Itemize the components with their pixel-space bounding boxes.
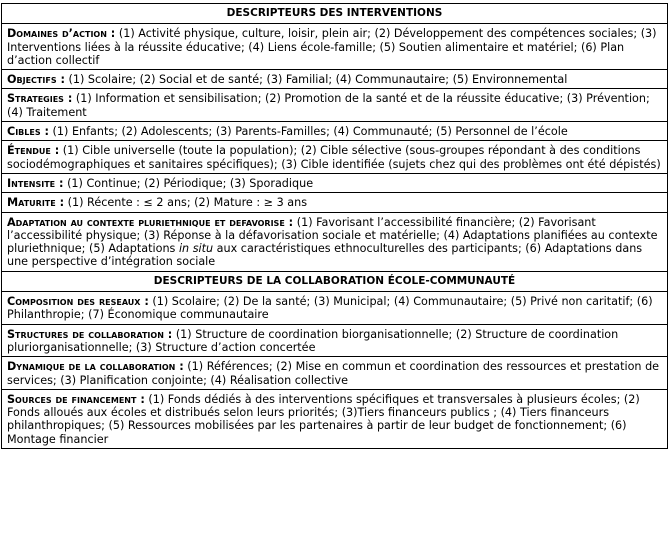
table-row	[2, 324, 668, 357]
row-text: (1) Structure de coordination biorganisationnelle; (2) Structure de coordination pluriorganisationnelle; (3) Structure d’action concertée	[7, 327, 619, 354]
table-row	[2, 389, 668, 448]
section-header-row	[2, 4, 668, 24]
row-text: (1) Continue; (2) Périodique; (3) Sporadique	[63, 176, 314, 190]
row-text-continued: aux caractéristiques ethnoculturelles des participants; (6) Adaptations dans une perspective d’intégration sociale	[7, 242, 643, 269]
row-label: Dynamique de la collaboration :	[7, 360, 184, 374]
table-row	[2, 122, 668, 141]
row-text: (1) Fonds dédiés à des interventions spécifiques et transversales à plusieurs écoles; (2) Fonds alloués aux écoles et distribués selon leurs priorités; (3)Tiers financeurs publics ; (4) Tiers financeurs philanthropiques; (5) Ressources mobilisées par les partenaires à partir de leur budget de fonctionnement; (6) Montage financier	[7, 392, 640, 446]
table-row	[2, 141, 668, 174]
row-intensite	[2, 173, 668, 192]
row-sources-financement	[2, 389, 668, 448]
row-label: Étendue :	[7, 144, 60, 158]
row-text: (1) Enfants; (2) Adolescents; (3) Parents-Familles; (4) Communauté; (5) Personnel de l’école	[48, 125, 568, 139]
table-row	[2, 357, 668, 390]
row-domaines-action	[2, 24, 668, 70]
row-label: Maturite :	[7, 196, 65, 210]
row-composition-reseaux	[2, 292, 668, 325]
row-label: Domaines d’action :	[7, 27, 116, 41]
table-row	[2, 292, 668, 325]
section-header-collaboration: DESCRIPTEURS DE LA COLLABORATION ÉCOLE-COMMUNAUTÉ	[2, 271, 668, 291]
row-text: (1) Scolaire; (2) Social et de santé; (3) Familial; (4) Communautaire; (5) Environnemental	[64, 73, 568, 87]
section-header-interventions: DESCRIPTEURS DES INTERVENTIONS	[2, 4, 668, 24]
table-row	[2, 193, 668, 212]
row-strategies	[2, 89, 668, 122]
descriptors-table	[1, 3, 668, 449]
row-maturite	[2, 193, 668, 212]
table-row	[2, 70, 668, 89]
row-label: Intensite :	[7, 176, 64, 190]
row-label: Structures de collaboration :	[7, 327, 173, 341]
row-label: Cibles :	[7, 125, 49, 139]
row-text-italic: in situ	[178, 242, 214, 256]
row-label: Sources de financement :	[7, 392, 145, 406]
row-text: (1) Récente : ≤ 2 ans; (2) Mature : ≥ 3 ans	[64, 196, 308, 210]
row-etendue	[2, 141, 668, 174]
row-text: (1) Information et sensibilisation; (2) Promotion de la santé et de la réussite éducative; (3) Prévention; (4) Traitement	[7, 92, 650, 119]
row-cibles	[2, 122, 668, 141]
row-text: (1) Cible universelle (toute la population); (2) Cible sélective (sous-groupes répondant à des conditions sociodémographiques et sanitaires spécifiques); (3) Cible identifiée (sujets chez qui des problèmes ont été dépistés)	[7, 144, 661, 171]
row-text: (1) Références; (2) Mise en commun et coordination des ressources et prestation de services; (3) Planification conjointe; (4) Réalisation collective	[7, 360, 660, 387]
row-text: (1) Favorisant l’accessibilité financière; (2) Favorisant l’accessibilité physique; (3) Réponse à la défavorisation sociale et matérielle; (4) Adaptations planifiées au contexte pluriethnique; (5) Adaptations	[7, 215, 658, 256]
row-label: Strategies :	[7, 92, 73, 106]
table-row	[2, 212, 668, 271]
row-label: Composition des reseaux :	[7, 295, 149, 309]
row-objectifs	[2, 70, 668, 89]
row-adaptation	[2, 212, 668, 271]
row-dynamique-collaboration	[2, 357, 668, 390]
section-header-row	[2, 271, 668, 291]
table-row	[2, 89, 668, 122]
row-text: (1) Activité physique, culture, loisir, plein air; (2) Développement des compétences sociales; (3) Interventions liées à la réussite éducative; (4) Liens école-famille; (5) Soutien alimentaire et matériel; (6) Plan d’action collectif	[7, 27, 657, 67]
table-row	[2, 24, 668, 70]
row-label: Objectifs :	[7, 73, 65, 87]
row-text: (1) Scolaire; (2) De la santé; (3) Municipal; (4) Communautaire; (5) Privé non caritatif; (6) Philanthropie; (7) Économique communautaire	[7, 295, 653, 322]
row-structures-collaboration	[2, 324, 668, 357]
row-label: Adaptation au contexte pluriethnique et defavorise :	[7, 215, 294, 229]
table-row	[2, 173, 668, 192]
